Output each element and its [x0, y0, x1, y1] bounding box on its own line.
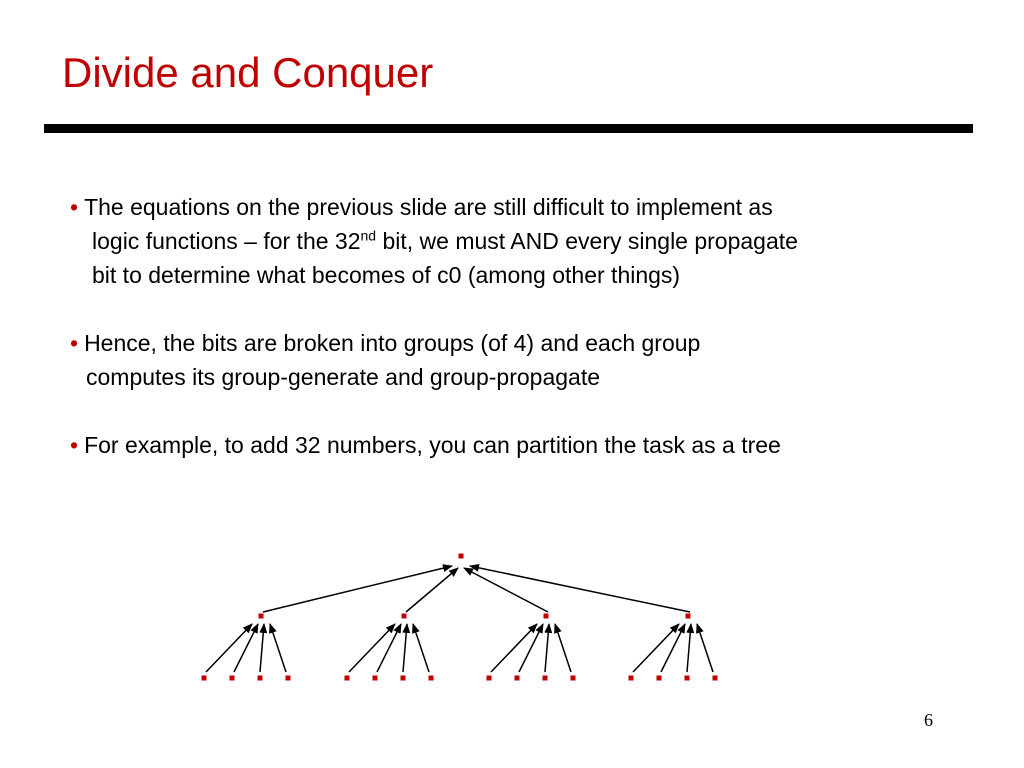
partition-tree-diagram — [0, 540, 1024, 690]
tree-edge-arrow — [413, 624, 429, 672]
bullet-text: The equations on the previous slide are still difficult to implement as — [84, 194, 773, 220]
tree-group-node — [686, 614, 691, 619]
bullet-text: bit, we must AND every single propagate — [376, 228, 798, 254]
bullet-text: Hence, the bits are broken into groups (of 4) and each group — [84, 330, 701, 356]
bullet-icon: • — [70, 194, 79, 220]
bullet-text-line: computes its group-generate and group-propagate — [86, 364, 601, 390]
tree-edge-arrow — [633, 624, 679, 672]
tree-group-node — [402, 614, 407, 619]
bullet-item — [70, 428, 990, 462]
tree-edge-arrow — [491, 624, 537, 672]
title-divider — [44, 124, 973, 133]
tree-edge-arrow — [270, 624, 286, 672]
tree-edge-arrow — [263, 566, 452, 612]
bullet-text-line: bit to determine what becomes of c0 (among other things) — [92, 262, 681, 288]
tree-edge-arrow — [206, 624, 252, 672]
tree-leaf-node — [487, 676, 492, 681]
superscript: nd — [360, 227, 377, 244]
tree-leaf-node — [515, 676, 520, 681]
tree-leaf-node — [543, 676, 548, 681]
tree-leaf-node — [713, 676, 718, 681]
tree-edge-arrow — [555, 624, 571, 672]
tree-leaf-node — [429, 676, 434, 681]
bullet-text: logic functions – for the 32 — [92, 228, 361, 254]
slide-title: Divide and Conquer — [62, 49, 434, 96]
bullet-item — [70, 190, 990, 292]
tree-leaf-node — [230, 676, 235, 681]
bullet-list — [70, 190, 990, 462]
tree-root-node — [459, 554, 464, 559]
bullet-item — [70, 326, 990, 394]
tree-leaf-node — [258, 676, 263, 681]
bullet-icon: • — [70, 432, 79, 458]
tree-leaf-node — [685, 676, 690, 681]
tree-group-node — [259, 614, 264, 619]
bullet-text-line — [70, 224, 990, 258]
tree-group-node — [544, 614, 549, 619]
tree-leaf-node — [286, 676, 291, 681]
tree-leaf-node — [571, 676, 576, 681]
tree-leaf-node — [202, 676, 207, 681]
tree-leaf-node — [345, 676, 350, 681]
page-number: 6 — [924, 710, 933, 730]
bullet-text: For example, to add 32 numbers, you can partition the task as a tree — [84, 432, 781, 458]
tree-edge-arrow — [464, 568, 548, 612]
tree-edge-arrow — [403, 624, 407, 672]
tree-edge-arrow — [260, 624, 264, 672]
tree-edge-arrow — [545, 624, 549, 672]
tree-leaf-node — [373, 676, 378, 681]
tree-edge-arrow — [697, 624, 713, 672]
tree-leaf-node — [629, 676, 634, 681]
tree-leaf-node — [657, 676, 662, 681]
bullet-icon: • — [70, 330, 79, 356]
tree-leaf-node — [401, 676, 406, 681]
tree-edge-arrow — [349, 624, 395, 672]
tree-edge-arrow — [687, 624, 691, 672]
